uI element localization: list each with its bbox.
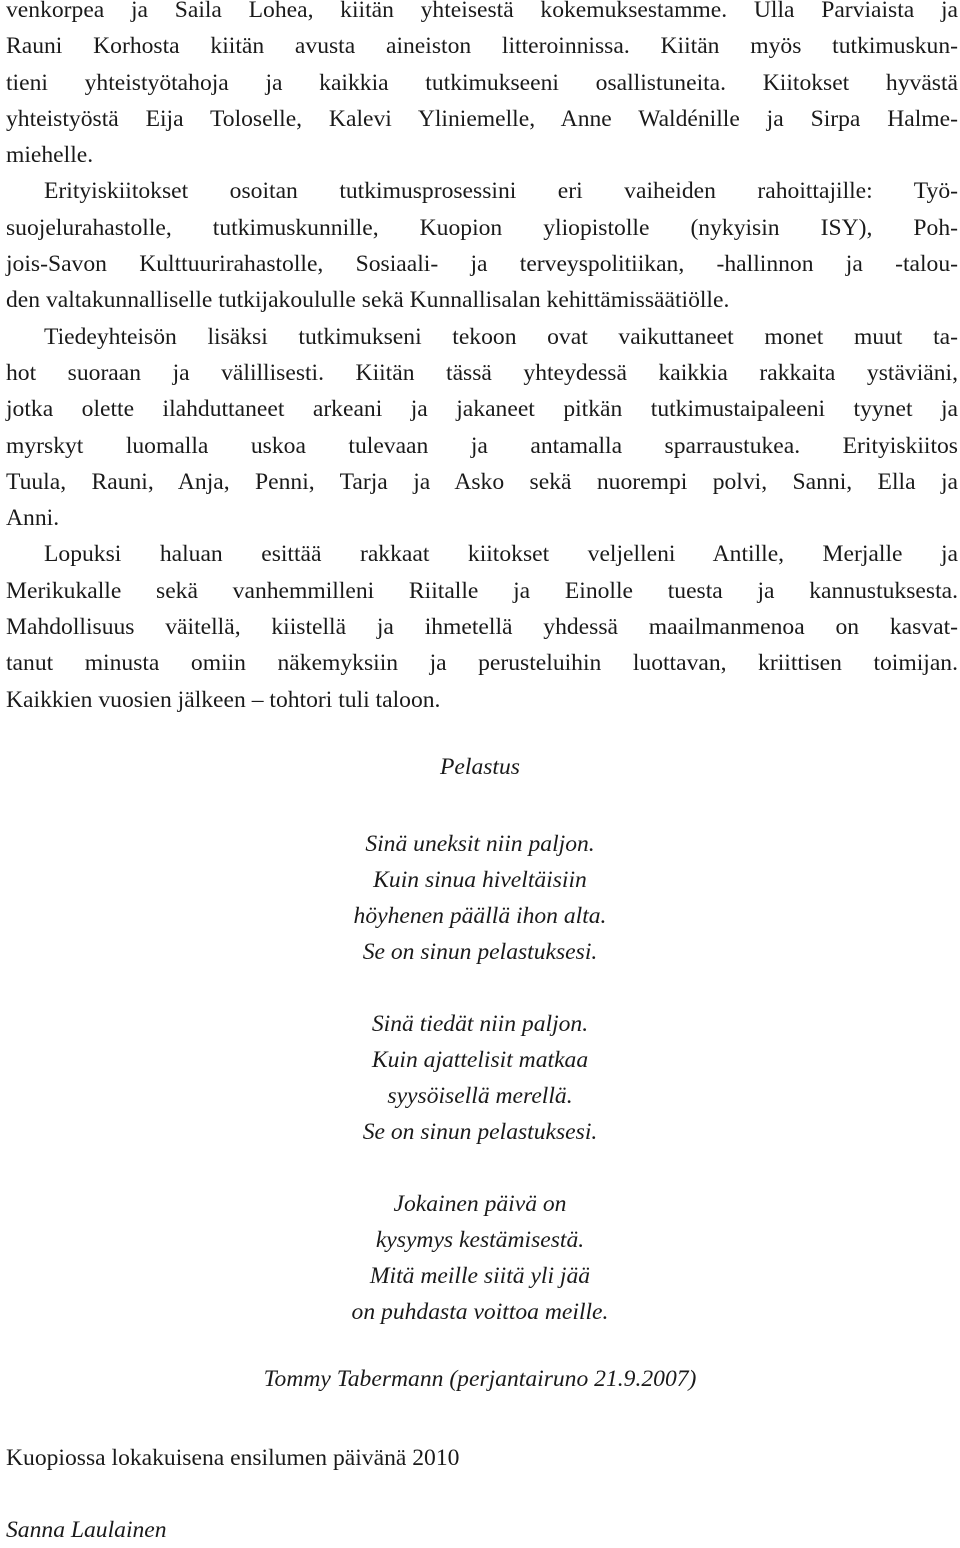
text-line: Tiedeyhteisön lisäksi tutkimukseni tekoon ovat vaikuttaneet monet muut ta- bbox=[44, 323, 958, 350]
poem-line: syysöisellä merellä. bbox=[387, 1083, 573, 1109]
place-and-date: Kuopiossa lokakuisena ensilumen päivänä 2010 bbox=[6, 1445, 460, 1471]
text-line: Kaikkien vuosien jälkeen – tohtori tuli taloon. bbox=[6, 686, 441, 713]
text-line: Rauni Korhosta kiitän avusta aineiston litteroinnissa. Kiitän myös tutkimuskun- bbox=[6, 33, 958, 60]
poem-line: Sinä tiedät niin paljon. bbox=[371, 1011, 589, 1037]
text-line: Tuula, Rauni, Anja, Penni, Tarja ja Asko sekä nuorempi polvi, Sanni, Ella ja bbox=[6, 468, 958, 495]
text-line: tanut minusta omiin näkemyksiin ja perusteluihin luottavan, kriittisen toimijan. bbox=[6, 650, 958, 677]
text-line: Lopuksi haluan esittää rakkaat kiitokset veljelleni Antille, Merjalle ja bbox=[44, 541, 958, 568]
poem-attribution: Tommy Tabermann (perjantairuno 21.9.2007) bbox=[263, 1366, 697, 1392]
poem-stanza bbox=[0, 1006, 960, 1150]
text-line: Merikukalle sekä vanhemmilleni Riitalle ja Einolle tuesta ja kannustuksesta. bbox=[6, 577, 958, 604]
text-line: miehelle. bbox=[6, 142, 94, 169]
poem-line: Sinä uneksit niin paljon. bbox=[365, 831, 595, 857]
text-line: jois-Savon Kulttuurirahastolle, Sosiaali- ja terveyspolitiikan, -hallinnon ja -talou- bbox=[6, 251, 958, 278]
text-line: hot suoraan ja välillisesti. Kiitän tässä yhteydessä kaikkia rakkaita ystäviäni, bbox=[6, 359, 958, 386]
text-line: Anni. bbox=[6, 505, 60, 532]
text-line: yhteistyöstä Eija Toloselle, Kalevi Yliniemelle, Anne Waldénille ja Sirpa Halme- bbox=[6, 105, 958, 132]
acknowledgements-text bbox=[6, 0, 958, 718]
text-line: myrskyt luomalla uskoa tulevaan ja antamalla sparraustukea. Erityiskiitos bbox=[6, 432, 958, 459]
document-page bbox=[6, 0, 958, 718]
author-signature: Sanna Laulainen bbox=[6, 1517, 167, 1543]
poem-line: Mitä meille siitä yli jää bbox=[369, 1263, 591, 1289]
poem-title: Pelastus bbox=[440, 754, 520, 780]
poem-line: Kuin sinua hiveltäisiin bbox=[373, 867, 587, 893]
text-line: jotka olette ilahduttaneet arkeani ja jakaneet pitkän tutkimustaipaleeni tyynet ja bbox=[6, 396, 958, 423]
poem-line: kysymys kestämisestä. bbox=[375, 1227, 585, 1253]
poem-line: höyhenen päällä ihon alta. bbox=[353, 903, 607, 929]
text-line: den valtakunnalliselle tutkijakoululle sekä Kunnallisalan kehittämissäätiölle. bbox=[6, 287, 730, 314]
poem-line: Jokainen päivä on bbox=[393, 1191, 567, 1217]
text-line: Erityiskiitokset osoitan tutkimusprosessini eri vaiheiden rahoittajille: Työ- bbox=[44, 178, 958, 205]
text-line: suojelurahastolle, tutkimuskunnille, Kuopion yliopistolle (nykyisin ISY), Poh- bbox=[6, 214, 958, 241]
text-line: Mahdollisuus väitellä, kiistellä ja ihmetellä yhdessä maailmanmenoa on kasvat- bbox=[6, 614, 958, 641]
poem-line: on puhdasta voittoa meille. bbox=[351, 1299, 609, 1325]
text-line: venkorpea ja Saila Lohea, kiitän yhteisestä kokemuksestamme. Ulla Parviaista ja bbox=[6, 0, 958, 23]
poem-stanza bbox=[0, 1186, 960, 1330]
poem-line: Se on sinun pelastuksesi. bbox=[362, 1119, 598, 1145]
text-line: tieni yhteistyötahoja ja kaikkia tutkimukseeni osallistuneita. Kiitokset hyvästä bbox=[6, 69, 958, 96]
poem-stanza bbox=[0, 826, 960, 970]
poem-line: Kuin ajattelisit matkaa bbox=[371, 1047, 589, 1073]
poem-line: Se on sinun pelastuksesi. bbox=[362, 939, 598, 965]
